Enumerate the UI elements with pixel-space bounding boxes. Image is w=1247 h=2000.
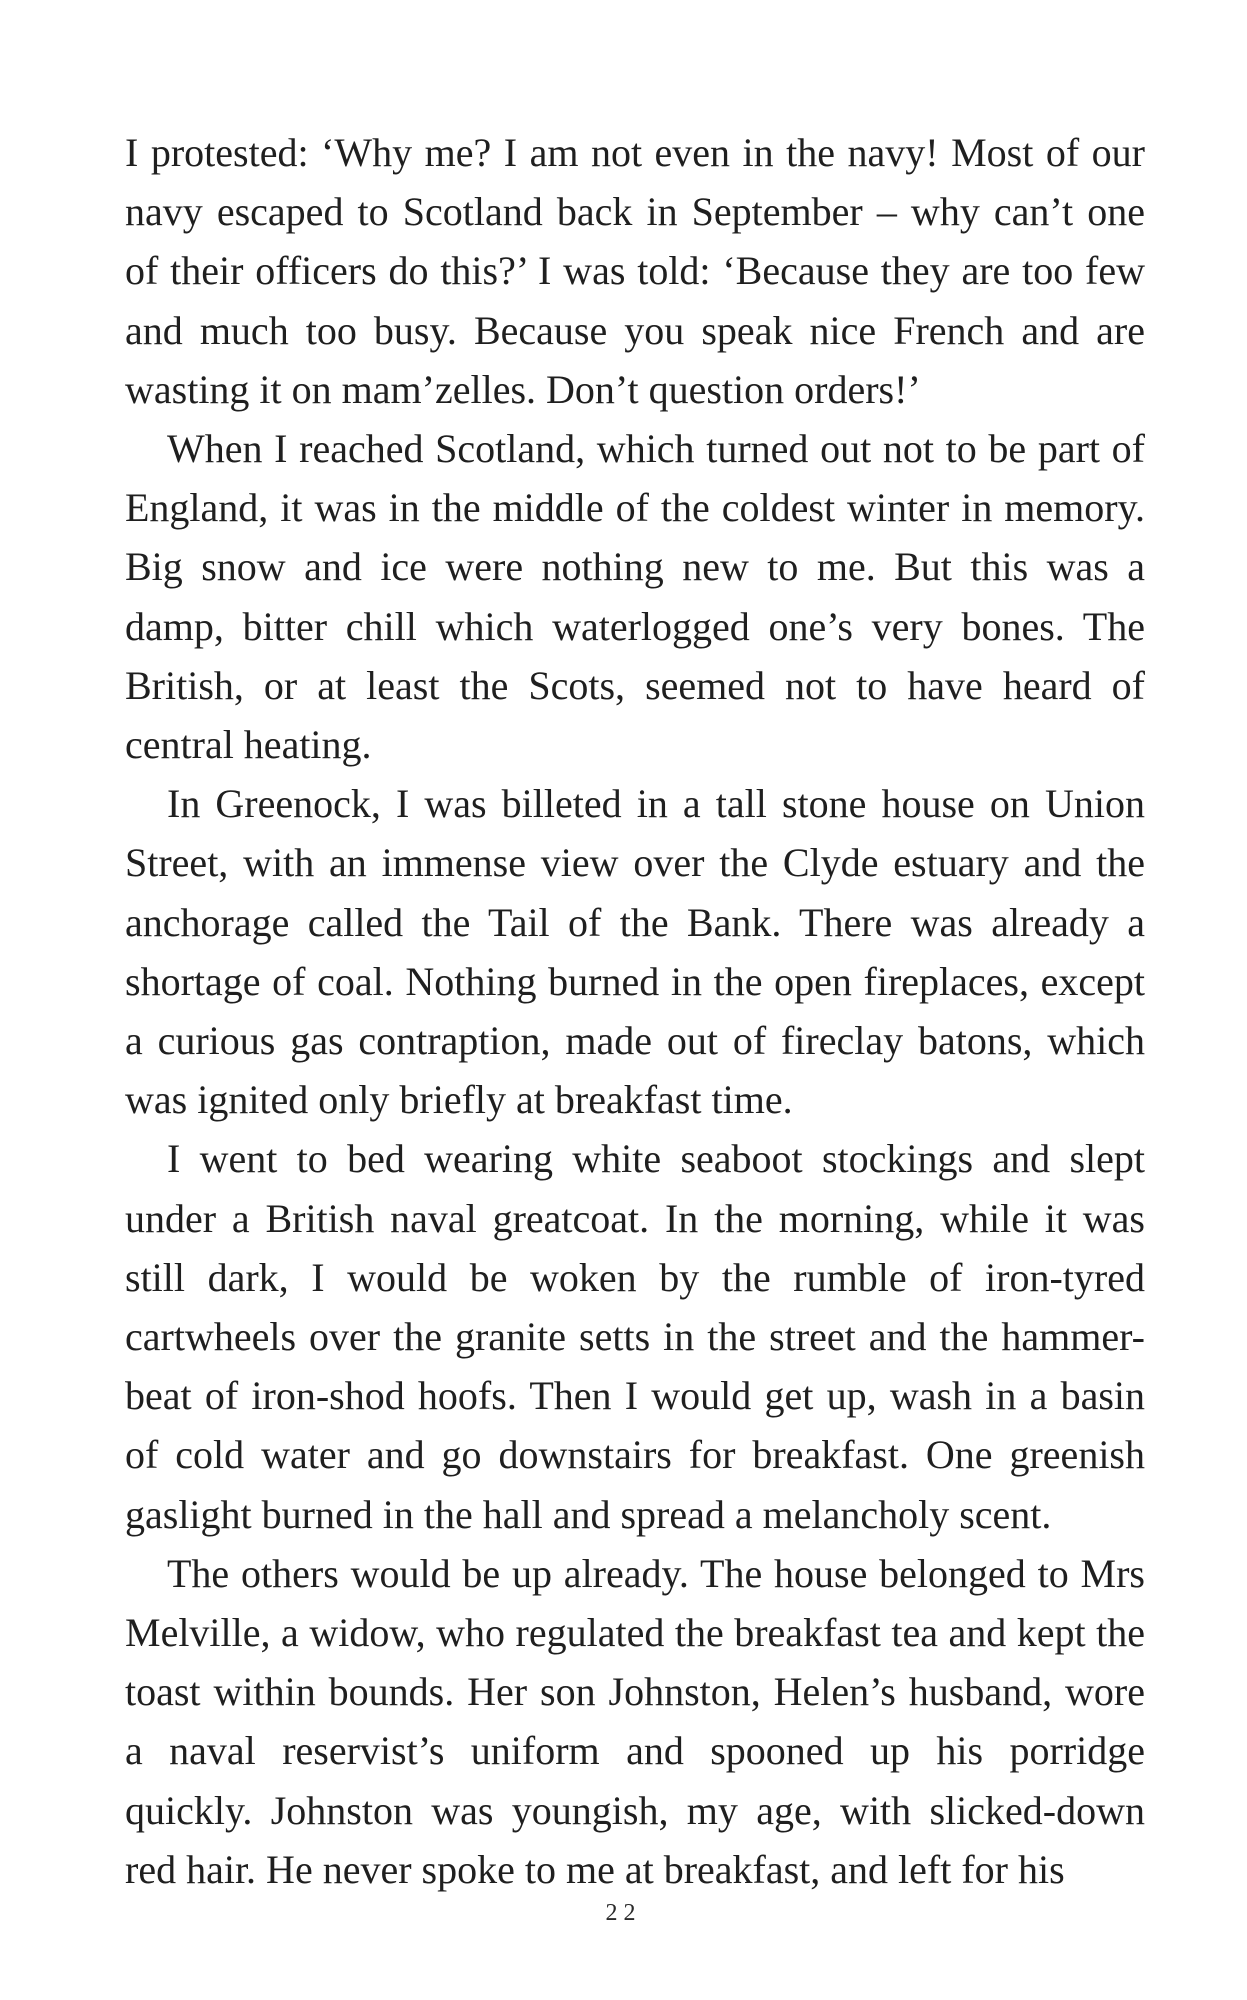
paragraph: When I reached Scotland, which turned out not to be part of England, it was in the middle of the coldest winter in memory. Big snow and ice were nothing new to me. But this was a damp, bitter chill which waterlogged one’s very bones. The British, or at least the Scots, seemed not to have heard of central heating. (125, 426, 1145, 768)
body-text (125, 123, 1145, 1899)
paragraph: The others would be up already. The house belonged to Mrs Melville, a widow, who regulated the breakfast tea and kept the toast within bounds. Her son Johnston, Helen’s husband, wore a naval reservist’s uniform and spooned up his porridge quickly. Johnston was youngish, my age, with slicked-down red hair. He never spoke to me at breakfast, and left for his (125, 1550, 1145, 1892)
paragraph: I protested: ‘Why me? I am not even in the navy! Most of our navy escaped to Scotland back in September – why can’t one of their officers do this?’ I was told: ‘Because they are too few and much too busy. Because you speak nice French and are wasting it on mam’zelles. Don’t question orders!’ (125, 130, 1145, 412)
paragraph: In Greenock, I was billeted in a tall stone house on Union Street, with an immense view over the Clyde estuary and the anchorage called the Tail of the Bank. There was already a shortage of coal. Nothing burned in the open fireplaces, except a curious gas contraption, made out of fireclay batons, which was ignited only briefly at breakfast time. (125, 781, 1145, 1123)
page-number: 22 (605, 1900, 642, 1926)
paragraph: I went to bed wearing white seaboot stockings and slept under a British naval greatcoat. In the morning, while it was still dark, I would be woken by the rumble of iron-tyred cartwheels over the granite setts in the street and the hammer-beat of iron-shod hoofs. Then I would get up, wash in a basin of cold water and go downstairs for breakfast. One greenish gaslight burned in the hall and spread a melancholy scent. (125, 1136, 1145, 1537)
